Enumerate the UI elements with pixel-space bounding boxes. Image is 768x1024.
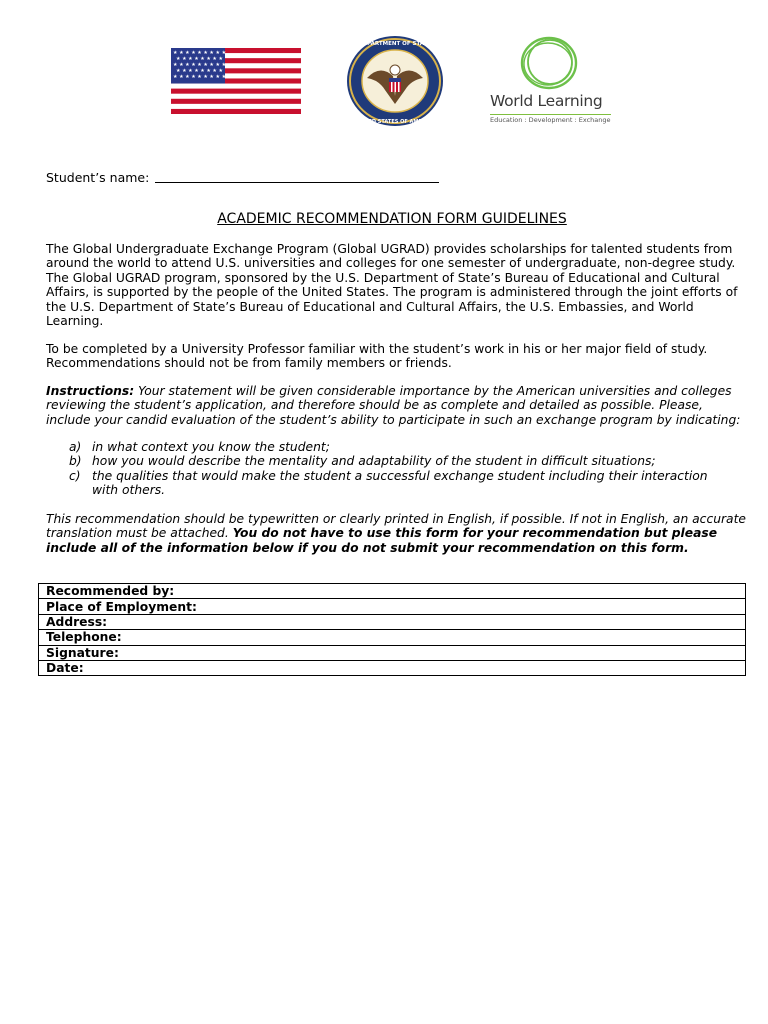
table-row[interactable] <box>39 614 746 629</box>
student-name-field <box>46 170 439 185</box>
world-learning-tagline: Education : Development : Exchange <box>490 116 611 124</box>
table-row[interactable] <box>39 584 746 599</box>
student-name-blank-line[interactable] <box>155 182 439 183</box>
instructions-paragraph <box>46 384 746 427</box>
list-marker: a) <box>69 440 82 454</box>
list-marker: b) <box>69 454 82 469</box>
list-item-text: in what context you know the student; <box>92 440 330 454</box>
telephone-field[interactable]: Telephone: <box>39 630 746 645</box>
instructions-text: Your statement will be given considerable importance by the American universities and colleges reviewing the student’s application, and therefore should be as complete and detailed as possible. Please, include your candid evaluation of the student’s ability to participate in such an exchange program by indicating: <box>46 384 741 427</box>
world-learning-logo <box>488 34 614 128</box>
address-field[interactable]: Address: <box>39 614 746 629</box>
table-row[interactable] <box>39 630 746 645</box>
list-marker: c) <box>69 468 81 483</box>
svg-text:DEPARTMENT OF STATE: DEPARTMENT OF STATE <box>358 41 432 47</box>
svg-text:★ ★ ★ ★ ★ ★ ★ ★ ★: ★ ★ ★ ★ ★ ★ ★ ★ ★ <box>173 62 227 68</box>
translation-paragraph <box>46 512 746 555</box>
svg-text:★ ★ ★ ★ ★ ★ ★ ★ ★: ★ ★ ★ ★ ★ ★ ★ ★ ★ <box>173 74 227 80</box>
department-of-state-seal-icon <box>345 34 445 128</box>
list-item <box>46 440 736 454</box>
table-row[interactable] <box>39 660 746 675</box>
table-row[interactable] <box>39 599 746 614</box>
student-name-label: Student’s name: <box>46 170 154 185</box>
us-flag-image <box>171 48 301 114</box>
page-title: ACADEMIC RECOMMENDATION FORM GUIDELINES <box>217 211 567 227</box>
instructions-label: Instructions: <box>46 384 135 398</box>
svg-text:UNITED STATES OF AMERICA: UNITED STATES OF AMERICA <box>354 119 436 125</box>
form-usage-note: You do not have to use this form for your recommendation but please include all of the information below if you do not submit your recommendation on this form. <box>46 526 718 555</box>
translation-note: This recommendation should be typewritten or clearly printed in English, if possible. If not in English, an accurate translation must be attached. <box>46 512 746 541</box>
recommender-info-table <box>38 583 746 676</box>
list-item <box>46 454 736 468</box>
date-field[interactable]: Date: <box>39 660 746 675</box>
list-item-text: the qualities that would make the student a successful exchange student including their interaction with others. <box>92 468 708 498</box>
svg-text:★ ★ ★ ★ ★ ★ ★ ★: ★ ★ ★ ★ ★ ★ ★ ★ <box>176 68 223 74</box>
list-item-text: how you would describe the mentality and adaptability of the student in difficult situations; <box>92 454 656 469</box>
completion-paragraph: To be completed by a University Professor familiar with the student’s work in his or her major field of study. Recommendations should not be from family members or friends. <box>46 342 708 371</box>
svg-text:★ ★ ★ ★ ★ ★ ★ ★ ★: ★ ★ ★ ★ ★ ★ ★ ★ ★ <box>173 50 227 56</box>
signature-field[interactable]: Signature: <box>39 645 746 660</box>
place-of-employment-field[interactable]: Place of Employment: <box>39 599 746 614</box>
intro-paragraph: The Global Undergraduate Exchange Program (Global UGRAD) provides scholarships for talented students from around the world to attend U.S. universities and colleges for one semester of undergraduate, non-degree study. The Global UGRAD program, sponsored by the U.S. Department of State’s Bureau of Educational and Cultural Affairs, is supported by the people of the United States. The program is administered through the joint efforts of the U.S. Department of State’s Bureau of Educational and Cultural Affairs, the U.S. Embassies, and World Learning. <box>46 242 738 329</box>
world-learning-name: World Learning <box>490 92 603 110</box>
table-row[interactable] <box>39 645 746 660</box>
svg-text:★ ★ ★ ★ ★ ★ ★ ★: ★ ★ ★ ★ ★ ★ ★ ★ <box>176 56 223 62</box>
instructions-list <box>46 440 736 498</box>
recommended-by-field[interactable]: Recommended by: <box>39 584 746 599</box>
list-item <box>46 469 736 498</box>
world-learning-circles-icon <box>518 34 580 92</box>
header-logos <box>0 34 768 134</box>
